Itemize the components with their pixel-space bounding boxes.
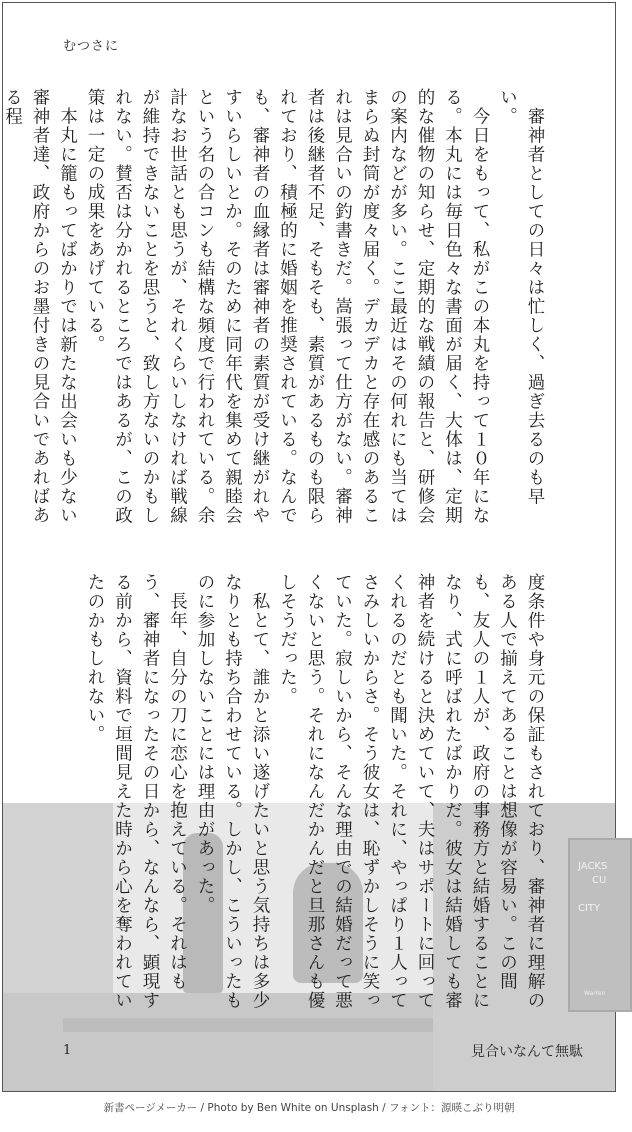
paragraph: 審神者としての日々は忙しく、過ぎ去るのも早い。: [497, 88, 545, 506]
sign-text: JACKS CU CITY: [578, 861, 608, 914]
paragraph: 私とて、誰かと添い遂げたいと思う気持ちは多少なりとも持ち合わせている。しかし、こういったものに参加しないことには理由があった。: [195, 573, 270, 1010]
credit-line: 新書ページメーカー / Photo by Ben White on Unsplash / フォント：源暎こぶり明朝: [103, 1102, 515, 1114]
sign-subtext: Warren: [584, 990, 606, 997]
paragraph: 今日をもって、私がこの本丸を持って１０年になる。本丸には毎日色々な書面が届く、大体は、定期的な催物の知らせ、定期的な戦績の報告と、研修会の案内などが多い。ここ最近はその何れにも当てはまらぬ封筒が度々届く。デカデカと存在感のあるこれは見合いの釣書きだ。嵩張って仕方がない。審神者は後継者不足、そもそも、素質があるものも限られており、積極的に婚姻を推奨されている。なんでも、審神者の血縁者は審神者の素質が受け継がれやすいらしいとか。そのために同年代を集めて親睦会という名の合コンも結構な頻度で行われている。余計なお世話とも思うが、それくらいしなければ戦線が維持できないことを思うと、致し方ないのかもしれない。賛否は分かれるところではあるが、この政策は一定の成果をあげている。: [85, 88, 490, 525]
paragraph: 長年、自分の刀に恋心を抱えている。それはもう、審神者になったその日から、なんなら、顕現する前から、資料で垣間見えた時から心を奪われていたのかもしれない。: [85, 573, 188, 1010]
author-name: むつさに: [63, 39, 120, 54]
paragraph: 本丸に籠もってばかりでは新たな出会いも少ない審神者達、政府からのお墨付きの見合いであればある程: [2, 88, 78, 525]
paragraph: 度条件や身元の保証もされており、審神者に理解のある人で揃えてあることは想像が容易い。この間も、友人の１人が、政府の事務方と結婚することになり、式に呼ばれたばかりだ。彼女は結婚しても審神者を続けると決めていて、夫はサポートに回ってくれるのだとも聞いた。それに、やっぱり１人ってさみしいからさ。そう彼女は、恥ずかしそうに笑っていた。寂しいから、そんな理由での結婚だって悪くないと思う。それになんだかんだと旦那さんも優しそうだった。: [277, 573, 545, 1010]
text-block-lower: [58, 573, 548, 1023]
page-number: 1: [63, 1043, 72, 1058]
book-page: [2, 2, 616, 1092]
text-block-upper: [2, 88, 548, 538]
photo-sign: [568, 838, 632, 1012]
story-title: 見合いなんて無駄: [471, 1044, 583, 1060]
